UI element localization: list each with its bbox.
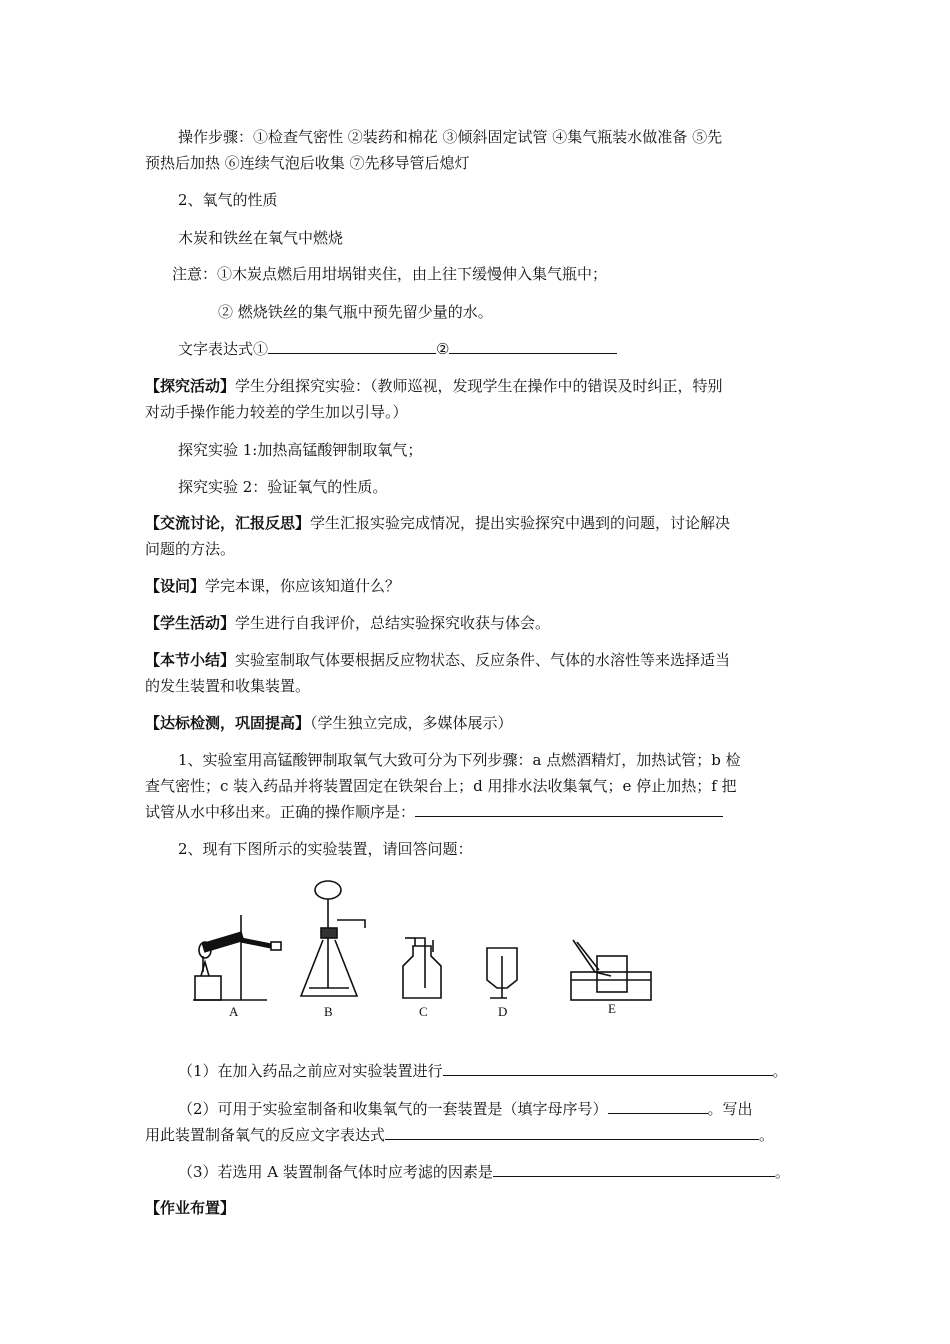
sub-q2-blank-1[interactable] bbox=[608, 1099, 708, 1114]
q1-line-2: 查气密性；c 装入药品并将装置固定在铁架台上；d 用排水法收集氧气；e 停止加热；f 把 bbox=[145, 777, 737, 795]
q1-line-3 bbox=[145, 802, 723, 822]
experiment-2: 探究实验 2：验证氧气的性质。 bbox=[178, 478, 388, 496]
sub-q2-period: 。 bbox=[759, 1126, 775, 1144]
apparatus-d bbox=[487, 948, 517, 998]
expr-blank-2[interactable] bbox=[449, 339, 617, 354]
discuss-heading: 【交流讨论，汇报反思】 bbox=[145, 514, 311, 532]
ask-heading: 【设问】 bbox=[145, 577, 206, 595]
expr-label: 文字表达式① bbox=[178, 340, 269, 358]
explore-line-1 bbox=[145, 376, 723, 396]
check-line bbox=[145, 713, 513, 733]
note-2: ② 燃烧铁丝的集气瓶中预先留少量的水。 bbox=[218, 303, 493, 321]
summary-line-1 bbox=[145, 650, 730, 670]
discuss-line-1 bbox=[145, 513, 730, 533]
steps-line-2: 预热后加热 ⑥连续气泡后收集 ⑦先移导管后熄灯 bbox=[145, 154, 470, 172]
explore-heading: 【探究活动】 bbox=[145, 377, 236, 395]
label-c: C bbox=[419, 1004, 428, 1019]
q2-stem: 2、现有下图所示的实验装置，请回答问题： bbox=[178, 840, 473, 858]
summary-heading: 【本节小结】 bbox=[145, 651, 236, 669]
ask-line bbox=[145, 576, 400, 596]
summary-text-2: 的发生装置和收集装置。 bbox=[145, 677, 311, 695]
check-text: （学生独立完成，多媒体展示） bbox=[310, 714, 513, 732]
check-heading: 【达标检测，巩固提高】 bbox=[145, 714, 311, 732]
discuss-text-1: 学生汇报实验完成情况，提出实验探究中遇到的问题，讨论解决 bbox=[310, 514, 731, 532]
sub-q2-text-c: 用此装置制备氧气的反应文字表达式 bbox=[145, 1126, 386, 1144]
burn-title: 木炭和铁丝在氧气中燃烧 bbox=[178, 229, 344, 247]
apparatus-c bbox=[403, 938, 441, 998]
sub-q2-line-1 bbox=[178, 1099, 753, 1119]
sub-q2-text-a: （2）可用于实验室制备和收集氧气的一套装置是（填字母序号） bbox=[178, 1100, 608, 1118]
student-heading: 【学生活动】 bbox=[145, 614, 236, 632]
student-line bbox=[145, 613, 550, 633]
expr-sep: ② bbox=[436, 340, 450, 358]
apparatus-b bbox=[301, 881, 365, 996]
sub-q1 bbox=[178, 1061, 788, 1081]
label-a: A bbox=[229, 1004, 239, 1019]
sub-q2-line-2 bbox=[145, 1125, 774, 1145]
q1-line-1: 1、实验室用高锰酸钾制取氧气大致可分为下列步骤：a 点燃酒精灯，加热试管；b 检 bbox=[178, 751, 741, 769]
label-e: E bbox=[608, 1001, 616, 1016]
apparatus-figure bbox=[185, 880, 665, 1020]
student-text: 学生进行自我评价，总结实验探究收获与体会。 bbox=[235, 614, 551, 632]
q1-answer-blank[interactable] bbox=[415, 802, 723, 817]
label-b: B bbox=[324, 1004, 333, 1019]
summary-text-1: 实验室制取气体要根据反应物状态、反应条件、气体的水溶性等来选择适当 bbox=[235, 651, 731, 669]
explore-text-2: 对动手操作能力较差的学生加以引导。） bbox=[145, 403, 408, 421]
sub-q3-text: （3）若选用 A 装置制备气体时应考滤的因素是 bbox=[178, 1163, 493, 1181]
note-1: 注意：①木炭点燃后用坩埚钳夹住，由上往下缓慢伸入集气瓶中； bbox=[172, 265, 608, 283]
explore-text-1: 学生分组探究实验：（教师巡视，发现学生在操作中的错误及时纠正，特别 bbox=[235, 377, 723, 395]
steps-line-1: 操作步骤：①检查气密性 ②装药和棉花 ③倾斜固定试管 ④集气瓶装水做准备 ⑤先 bbox=[178, 128, 723, 146]
sub-q2-text-b: 。写出 bbox=[707, 1100, 753, 1118]
expr-blank-1[interactable] bbox=[268, 339, 436, 354]
sub-q2-blank-2[interactable] bbox=[385, 1125, 759, 1140]
section-2-title: 2、氧气的性质 bbox=[178, 191, 278, 209]
sub-q1-blank[interactable] bbox=[443, 1061, 773, 1076]
sub-q3-blank[interactable] bbox=[493, 1162, 775, 1177]
homework-heading: 【作业布置】 bbox=[145, 1199, 236, 1217]
sub-q1-period: 。 bbox=[772, 1062, 788, 1080]
sub-q3-period: 。 bbox=[774, 1163, 790, 1181]
apparatus-e bbox=[571, 940, 651, 1000]
label-d: D bbox=[498, 1004, 508, 1019]
discuss-text-2: 问题的方法。 bbox=[145, 540, 236, 558]
apparatus-a bbox=[193, 915, 281, 1000]
sub-q1-text: （1）在加入药品之前应对实验装置进行 bbox=[178, 1062, 443, 1080]
sub-q3 bbox=[178, 1162, 790, 1182]
q1-line-3-text: 试管从水中移出来。正确的操作顺序是： bbox=[145, 803, 416, 821]
ask-text: 学完本课，你应该知道什么？ bbox=[205, 577, 401, 595]
experiment-1: 探究实验 1:加热高锰酸钾制取氧气； bbox=[178, 441, 423, 459]
word-expression-line bbox=[178, 339, 617, 359]
